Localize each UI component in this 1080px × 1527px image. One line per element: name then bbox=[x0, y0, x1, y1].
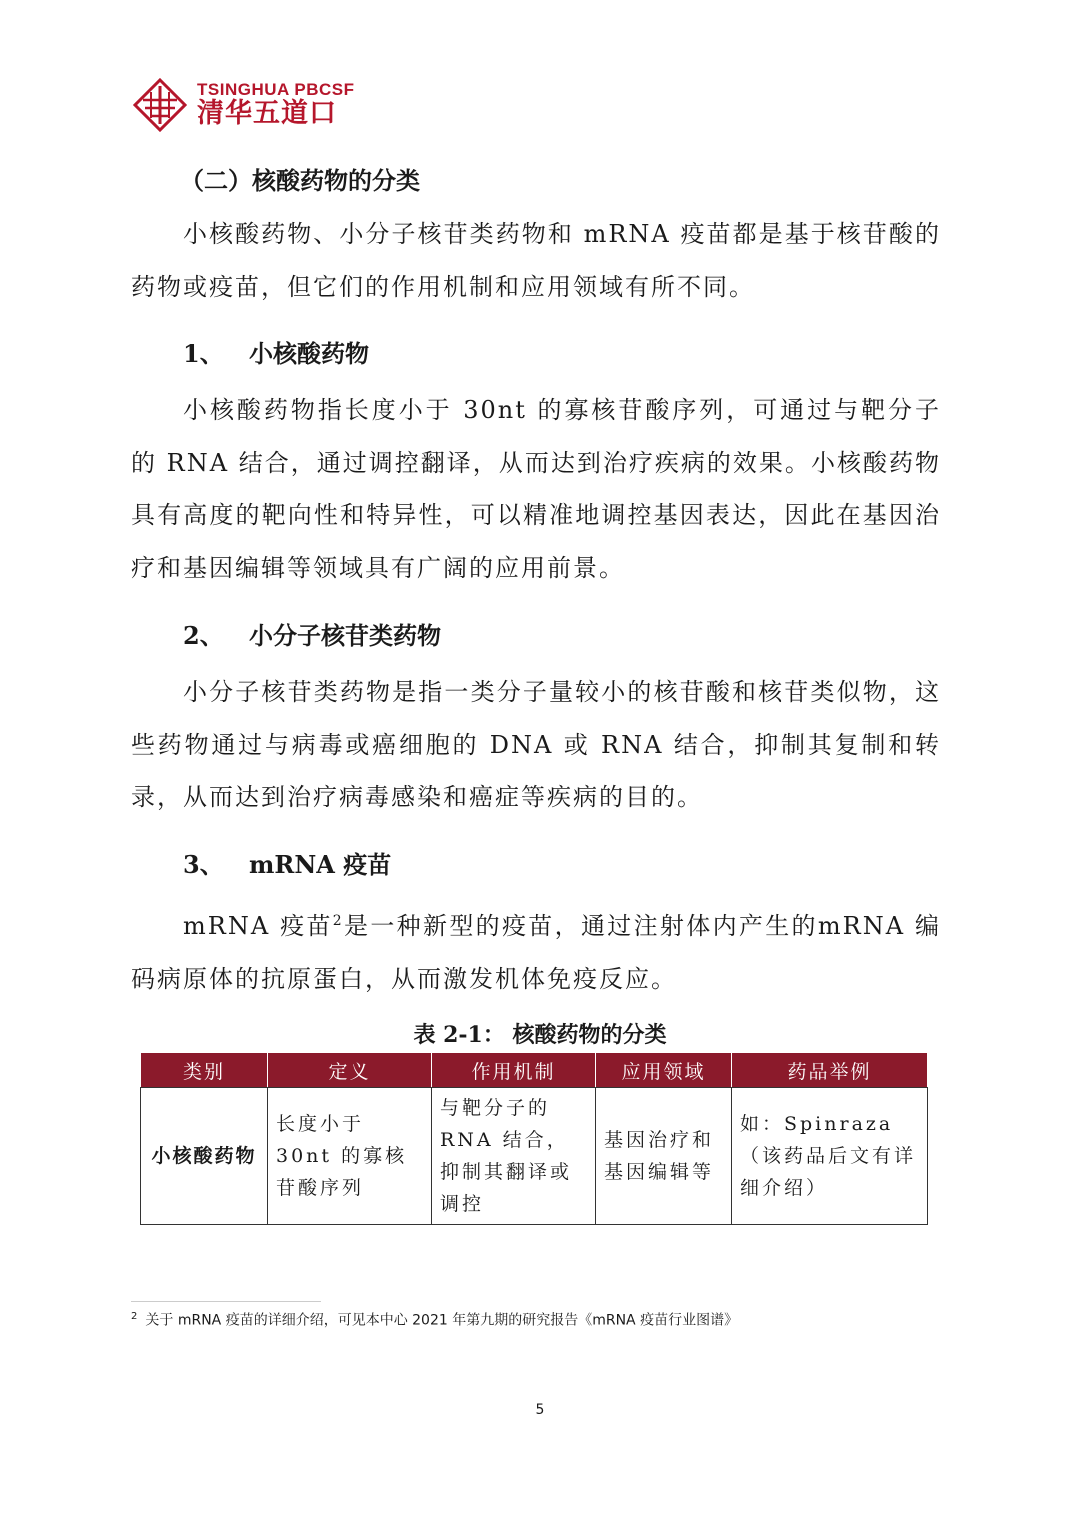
cell-category: 小核酸药物 bbox=[141, 1088, 268, 1225]
intro-paragraph: 小核酸药物、小分子核苷类药物和 mRNA 疫苗都是基于核苷酸的药物或疫苗，但它们的作用机制和应用领域有所不同。 bbox=[131, 220, 941, 301]
heading-3-title: mRNA 疫苗 bbox=[249, 850, 392, 879]
section-3-paragraph bbox=[131, 895, 941, 1005]
heading-2-title: 小分子核苷类药物 bbox=[249, 621, 441, 650]
footnote-text: 关于 mRNA 疫苗的详细介绍，可见本中心 2021 年第九期的研究报告《mRNA 疫苗行业图谱》 bbox=[145, 1312, 739, 1329]
footnote-ref[interactable]: 2 bbox=[332, 913, 344, 929]
section-3-text-a: mRNA 疫苗 bbox=[183, 912, 333, 940]
footnote-mark: 2 bbox=[131, 1311, 138, 1322]
footnote-divider bbox=[131, 1301, 321, 1302]
header-application: 应用领域 bbox=[596, 1053, 732, 1088]
cell-application: 基因治疗和基因编辑等 bbox=[596, 1088, 732, 1225]
header-mechanism: 作用机制 bbox=[432, 1053, 596, 1088]
table-row bbox=[141, 1088, 928, 1225]
header-category: 类别 bbox=[141, 1053, 268, 1088]
cell-examples: 如：Spinraza（该药品后文有详细介绍） bbox=[732, 1088, 928, 1225]
table-caption: 表 2-1： 核酸药物的分类 bbox=[413, 1022, 667, 1048]
heading-2-number: 2、 bbox=[183, 621, 224, 650]
section-2-paragraph: 小分子核苷类药物是指一类分子量较小的核苷酸和核苷类似物，这些药物通过与病毒或癌细胞的 DNA 或 RNA 结合，抑制其复制和转录，从而达到治疗病毒感染和癌症等疾病的目的。 bbox=[131, 678, 941, 811]
section-3-text-b: 是一种新型的疫苗，通过注射体内产生的mRNA 编码病原体的抗原蛋白，从而激发机体免疫反应。 bbox=[131, 912, 941, 993]
heading-1-number: 1、 bbox=[183, 339, 224, 368]
classification-table bbox=[140, 1052, 928, 1225]
heading-3 bbox=[183, 848, 391, 882]
header-examples: 药品举例 bbox=[732, 1053, 928, 1088]
heading-1-title: 小核酸药物 bbox=[249, 339, 369, 368]
section-1-paragraph: 小核酸药物指长度小于 30nt 的寡核苷酸序列，可通过与靶分子的 RNA 结合，通过调控翻译，从而达到治疗疾病的效果。小核酸药物具有高度的靶向性和特异性，可以精准地调控基因表达，因此在基因治疗和基因编辑等领域具有广阔的应用前景。 bbox=[131, 396, 941, 582]
heading-3-number: 3、 bbox=[183, 850, 224, 879]
logo-emblem-icon bbox=[133, 78, 187, 132]
heading-1 bbox=[183, 337, 369, 371]
logo-cn-text: 清华五道口 bbox=[197, 98, 337, 129]
table-header-row bbox=[141, 1053, 928, 1088]
cell-mechanism: 与靶分子的 RNA 结合，抑制其翻译或调控 bbox=[432, 1088, 596, 1225]
page-number: 5 bbox=[535, 1402, 545, 1418]
logo bbox=[133, 78, 355, 132]
logo-en-text: TSINGHUA PBCSF bbox=[197, 80, 355, 99]
cell-definition: 长度小于 30nt 的寡核苷酸序列 bbox=[268, 1088, 432, 1225]
header-definition: 定义 bbox=[268, 1053, 432, 1088]
section-title: （二）核酸药物的分类 bbox=[180, 166, 420, 195]
heading-2 bbox=[183, 619, 441, 653]
footnote bbox=[131, 1306, 738, 1332]
